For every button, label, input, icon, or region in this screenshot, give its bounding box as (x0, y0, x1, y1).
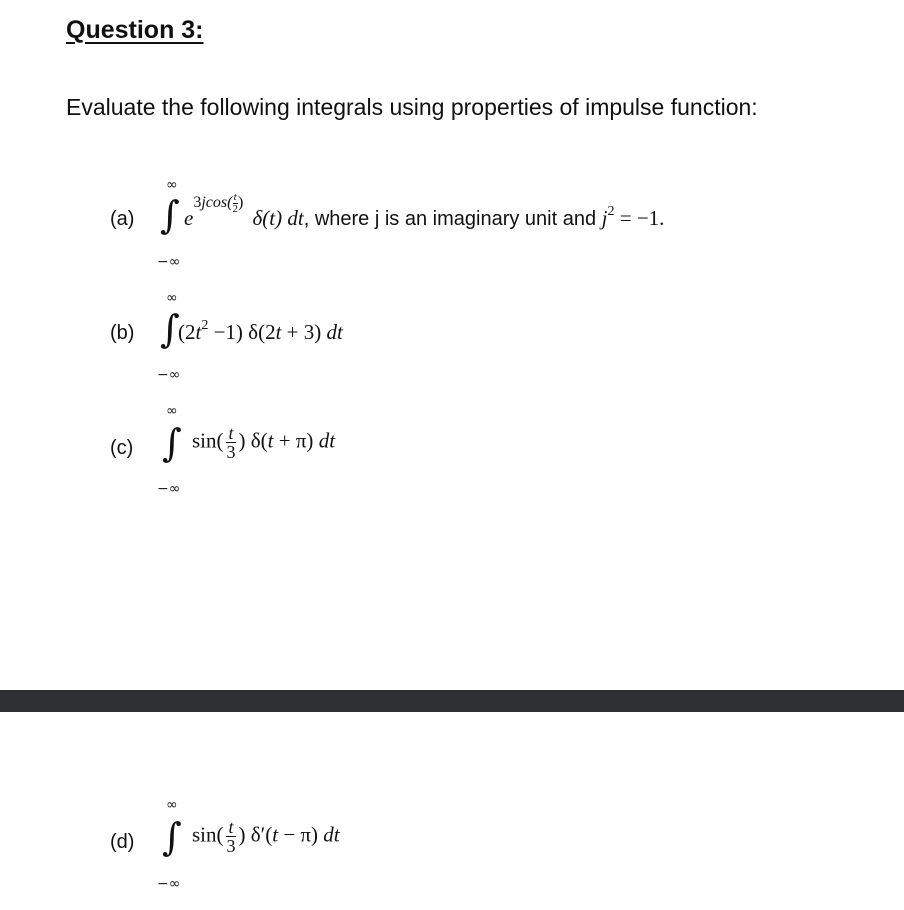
part-a-label: (a) (110, 208, 135, 230)
integral-sign-a: ∫ (160, 193, 180, 237)
integral-sign-b: ∫ (160, 307, 180, 351)
question-title: Question 3: (66, 16, 204, 44)
part-a-expression: $e^{3jcos( \frac{t}{2} )}$ δ(t) dt, where j is an imaginary unit and $j^2 = -1$. (184, 190, 665, 230)
part-d-expression: sin( $\frac{t}{3}$ ) δ′(t − π) dt (192, 817, 340, 856)
part-a-exp-fraction: $\frac{t}{2}$ (232, 190, 238, 215)
part-d-upper-limit: ∞ (166, 797, 178, 813)
integral-sign-c: ∫ (162, 421, 182, 465)
part-c-fraction: $\frac{t}{3}$ (226, 423, 236, 462)
part-a-upper-limit: ∞ (166, 177, 178, 193)
part-a-delta: δ(t) dt (252, 206, 304, 230)
part-b-label: (b) (110, 322, 135, 344)
part-d-fraction: $\frac{t}{3}$ (226, 817, 236, 856)
part-a-exponent: 3jcos( t 2 ) (193, 190, 244, 215)
part-a-lower-limit: −∞ (157, 254, 181, 270)
part-b-upper-limit: ∞ (166, 290, 178, 306)
part-c-upper-limit: ∞ (166, 403, 178, 419)
part-a-base: e (184, 206, 194, 230)
part-b-expression: $(2t^2 -1) \delta(2t + 3)$ dt (178, 318, 343, 344)
part-c-expression: sin( $\frac{t}{3}$ ) δ(t + π) dt (192, 423, 336, 462)
part-d-label: (d) (110, 831, 135, 853)
part-a-where-text: , where j is an imaginary unit and (303, 208, 602, 230)
part-b-lower-limit: −∞ (157, 367, 181, 383)
part-c-label: (c) (110, 437, 134, 459)
integral-sign-d: ∫ (162, 815, 182, 859)
part-c-lower-limit: −∞ (157, 481, 181, 497)
instruction-text: Evaluate the following integrals using properties of impulse function: (66, 94, 758, 120)
part-d-lower-limit: −∞ (157, 876, 181, 892)
section-divider (0, 690, 904, 712)
